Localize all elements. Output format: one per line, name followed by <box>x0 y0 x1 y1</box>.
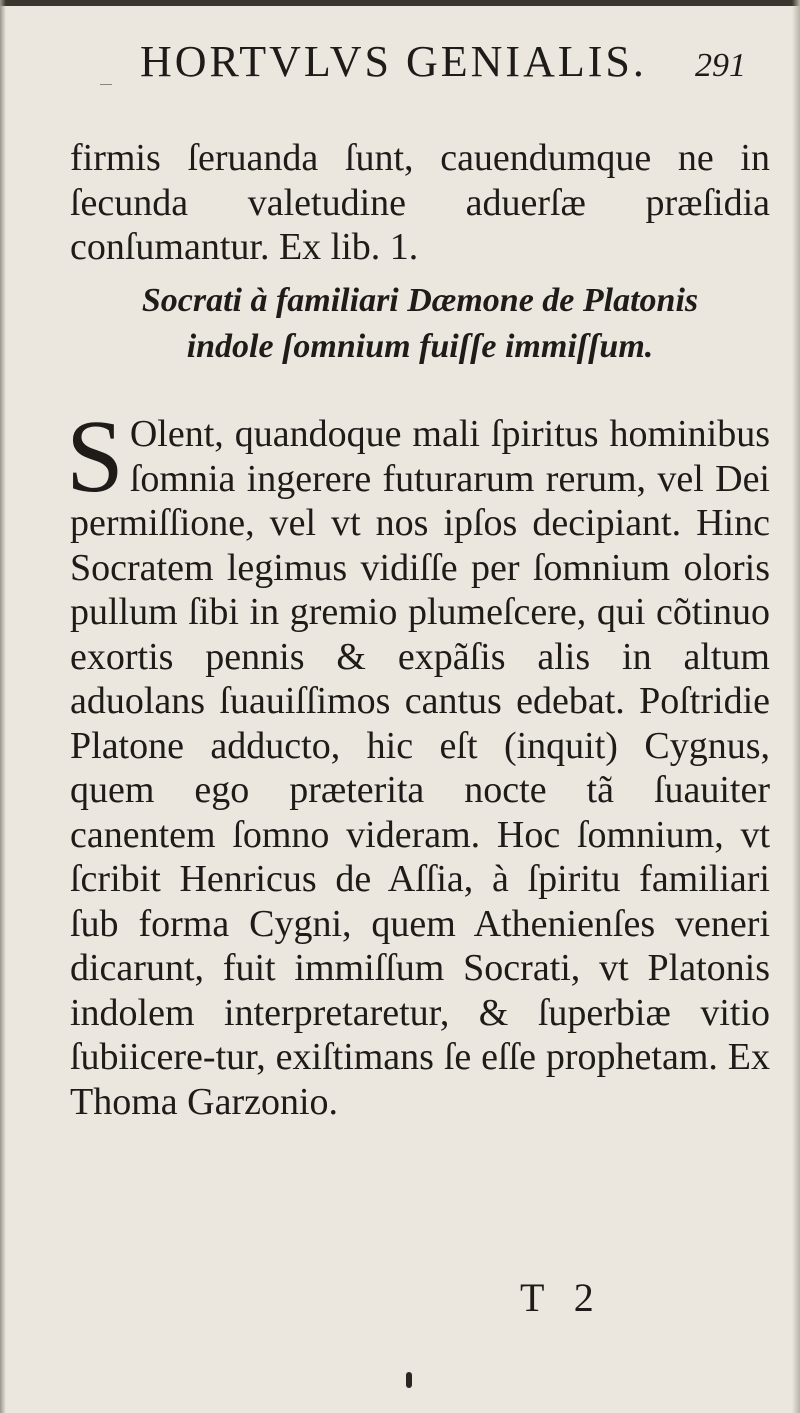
paragraph-body: Olent, quandoque mali ſpiritus hominibus ſomnia ingerere futurarum rerum, vel Dei permiſſione, vel vt nos ipſos decipiant. Hinc Socratem legimus vidiſſe per ſomnium oloris pullum ſibi in gremio plumeſcere, qui cõtinuo exortis pennis & expãſis alis in altum aduolans ſuauiſſimos cantus edebat. Poſtridie Platone adducto, hic eſt (inquit) Cygnus, quem ego præterita nocte tã ſuauiter canentem ſomno videram. Hoc ſomnium, vt ſcribit Henricus de Aſſia, à ſpiritu familiari ſub forma Cygni, quem Athenienſes veneri dicarunt, fuit immiſſum Socrati, vt Platonis indolem interpretaretur, & ſuperbiæ vitio ſubiicere‑tur, exiſtimans ſe eſſe prophetam. Ex Thoma Garzonio. <box>70 413 770 1123</box>
drop-cap: S <box>66 399 124 514</box>
page-number: 291 <box>695 47 746 84</box>
page-top-edge <box>0 0 800 6</box>
running-head: HORTVLVS GENIALIS. <box>140 37 647 86</box>
ink-mark <box>406 1372 412 1388</box>
paragraph-socrates-dream <box>66 399 770 1124</box>
page-left-edge <box>0 0 6 1413</box>
header-mark <box>100 84 112 85</box>
paragraph-continued: firmis ſeruanda ſunt, cauendumque ne in ſecunda valetudine aduerſæ præſidia conſumantur. Ex lib. 1. <box>70 137 770 268</box>
page-right-edge <box>792 0 800 1413</box>
section-title: Socrati à familiari Dæmone de Platonis indole ſomnium fuiſſe immiſſum. <box>141 282 699 365</box>
page-header <box>140 32 780 92</box>
signature-mark: T 2 <box>520 1275 604 1320</box>
